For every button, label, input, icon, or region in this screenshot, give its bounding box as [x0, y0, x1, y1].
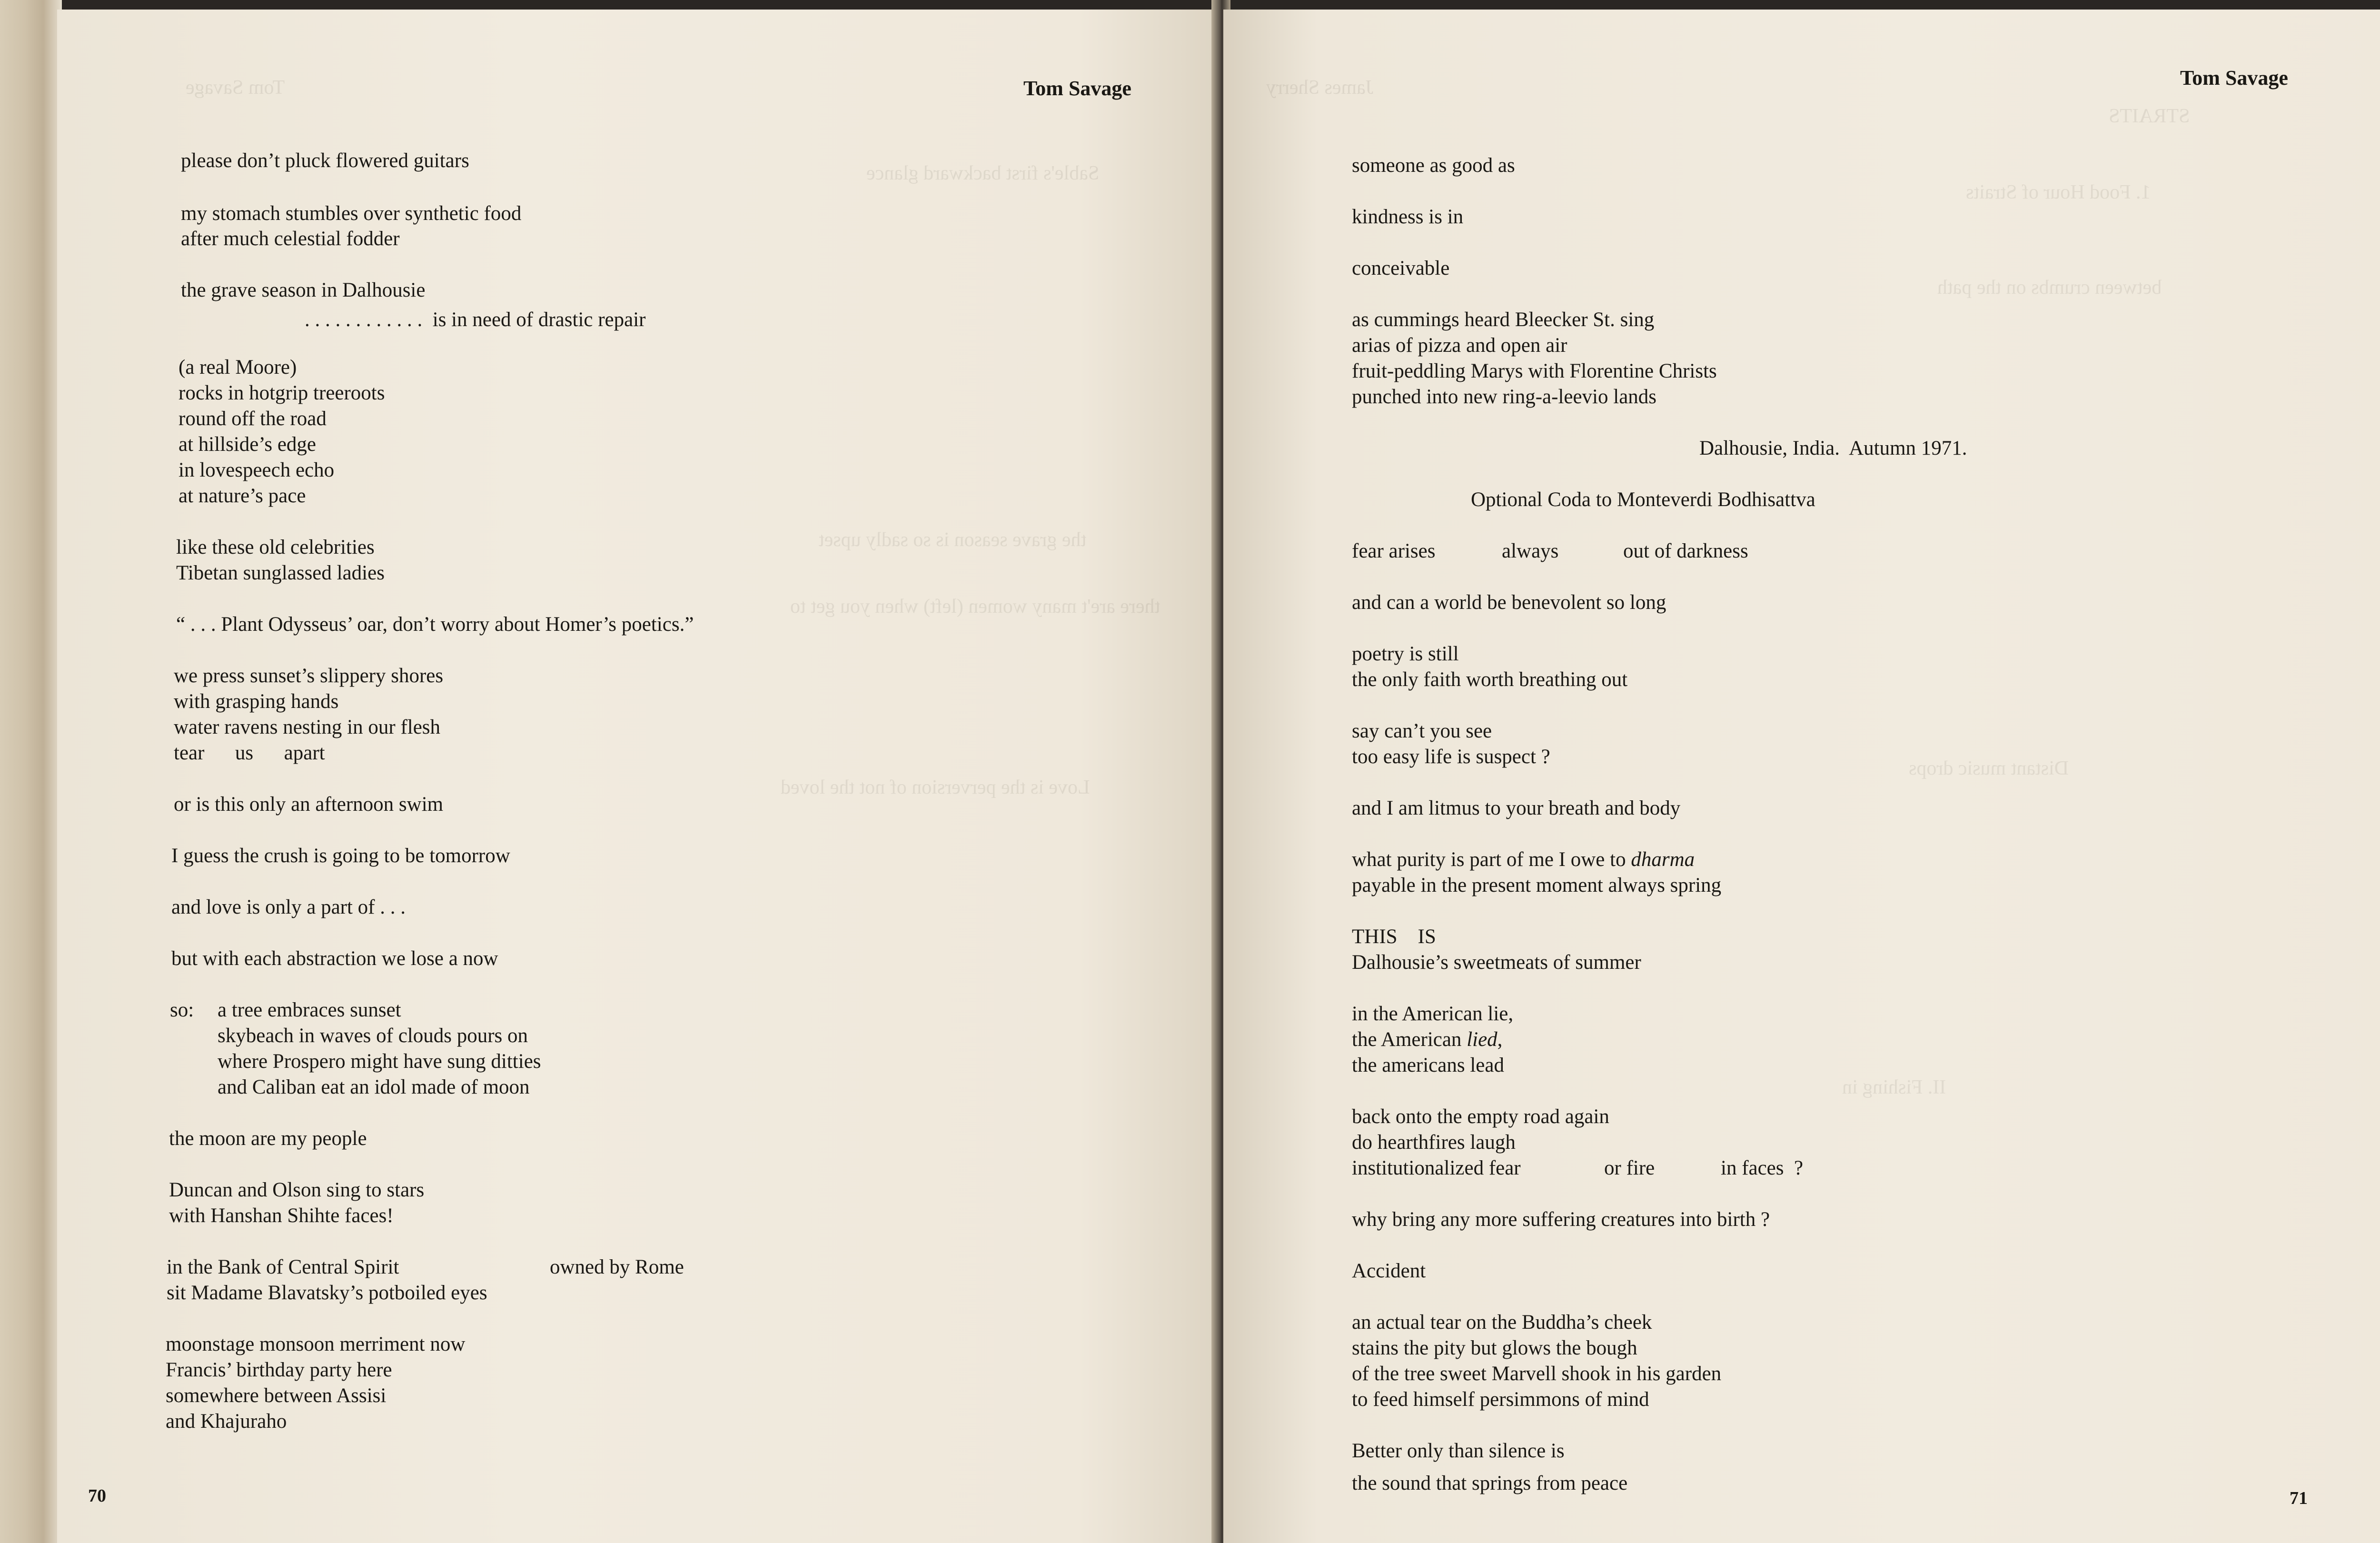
page-number: 71 [2290, 1488, 2308, 1508]
poem-line: in the American lie, [1352, 1003, 1514, 1025]
poem-line: owned by Rome [550, 1256, 684, 1278]
poem-line: like these old celebrities [176, 536, 375, 558]
italic-word: lied [1467, 1028, 1497, 1051]
poem-line: (a real Moore) [178, 356, 297, 378]
poem-line: water ravens nesting in our flesh [174, 716, 441, 738]
poem-line: Dalhousie’s sweetmeats of summer [1352, 951, 1641, 974]
section-title: Optional Coda to Monteverdi Bodhisattva [1471, 488, 1815, 511]
poem-line: the americans lead [1352, 1054, 1504, 1076]
poem-line: back onto the empty road again [1352, 1105, 1609, 1128]
poem-line: say can’t you see [1352, 720, 1492, 742]
poem-line: fruit-peddling Marys with Florentine Christs [1352, 360, 1717, 382]
poem-line-text: the American [1352, 1028, 1467, 1051]
poem-line: to feed himself persimmons of mind [1352, 1388, 1649, 1411]
left-page: Tom Savage Sable's first backward glance the grave season is so sadly upset there are't many women (left) when you get to Love is the perversion of not the loved Tom Savage please don’t pluck flowered guitars my stomach stumbles over synthetic food after much celestial fodder the grave season in Dalhousie . . . . . . . . . . . . is in need of drastic repair (a real Moore) rocks in hotgrip treeroots round off the road at hillside’s edge in lovespeech echo at nature’s pace like these old celebrities Tibetan sunglassed ladies “ . . . Plant Odysseus’ oar, don’t worry about Homer’s poetics.” we press sunset’s slippery shores with grasping hands water ravens nesting in our flesh tear us apart or is this only an afternoon swim I guess the crush is going to be tomorrow and love is only a part of . . . but with each abstraction we lose a now so: a tree embraces sunset skybeach in waves of clouds pours on where Prospero might have sung ditties and Caliban eat an idol made of moon the moon are my people Duncan and Olson sing to stars with Hanshan Shihte faces! in the Bank of Central Spirit owned by Rome sit Madame Blavatsky’s potboiled eyes moonstage monsoon merriment now Francis’ birthday party here somewhere between Assisi and Khajuraho 70 [57, 10, 1219, 1543]
poem-line: poetry is still [1352, 643, 1459, 665]
poem-line: as cummings heard Bleecker St. sing [1352, 309, 1655, 331]
poem-line: and love is only a part of . . . [171, 896, 406, 918]
poem-line: payable in the present moment always spring [1352, 874, 1722, 896]
poem-line: stains the pity but glows the bough [1352, 1337, 1637, 1359]
poem-line: the grave season in Dalhousie [181, 279, 426, 301]
poem-line-punct: , [1497, 1028, 1503, 1051]
poem-line: please don’t pluck flowered guitars [181, 149, 469, 172]
poem-line: and can a world be benevolent so long [1352, 591, 1666, 614]
poem-line: and Caliban eat an idol made of moon [218, 1076, 530, 1098]
poem-line: the sound that springs from peace [1352, 1472, 1628, 1494]
poem-line: institutionalized fear [1352, 1157, 1521, 1179]
poem-line: Duncan and Olson sing to stars [169, 1179, 425, 1201]
poem-line: but with each abstraction we lose a now [171, 947, 498, 970]
poem-line: Tibetan sunglassed ladies [176, 562, 385, 584]
poem-line: with Hanshan Shihte faces! [169, 1205, 394, 1227]
poem-line: round off the road [178, 408, 327, 430]
poem-line: somewhere between Assisi [166, 1384, 387, 1407]
poem-line: we press sunset’s slippery shores [174, 665, 444, 687]
poem-line: too easy life is suspect ? [1352, 746, 1550, 768]
poem-line: punched into new ring-a-leevio lands [1352, 386, 1657, 408]
poem-line: an actual tear on the Buddha’s cheek [1352, 1311, 1652, 1334]
poem-line: kindness is in [1352, 206, 1464, 228]
poem-line: Better only than silence is [1352, 1440, 1565, 1462]
poem-line: . . . . . . . . . . . . is in need of drastic repair [305, 309, 646, 331]
poem-line: out of darkness [1623, 540, 1748, 562]
dateline: Dalhousie, India. Autumn 1971. [1699, 437, 1967, 459]
poem-line: and I am litmus to your breath and body [1352, 797, 1681, 819]
book-edge [0, 0, 62, 1543]
poem-line: tear us apart [174, 742, 325, 764]
poem-line: at nature’s pace [178, 485, 306, 507]
poem-line: where Prospero might have sung ditties [218, 1050, 541, 1073]
poem-line: in faces ? [1721, 1157, 1804, 1179]
poem-line: at hillside’s edge [178, 433, 316, 456]
poem-line: the only faith worth breathing out [1352, 668, 1628, 691]
poem-line: skybeach in waves of clouds pours on [218, 1025, 528, 1047]
poem-line: or is this only an afternoon swim [174, 793, 444, 816]
poem-line: a tree embraces sunset [218, 999, 401, 1021]
poem-line: the moon are my people [169, 1127, 367, 1150]
poem-line: rocks in hotgrip treeroots [178, 382, 385, 404]
poem-line: my stomach stumbles over synthetic food [181, 202, 522, 225]
poem-line: so: [170, 999, 194, 1021]
poem-line: do hearthfires laugh [1352, 1131, 1516, 1154]
running-header: Tom Savage [1023, 77, 1131, 100]
poem-quote: “ . . . Plant Odysseus’ oar, don’t worry about Homer’s poetics.” [176, 613, 694, 636]
poem-line: arias of pizza and open air [1352, 334, 1567, 357]
poem-line: of the tree sweet Marvell shook in his garden [1352, 1363, 1722, 1385]
poem-line: why bring any more suffering creatures into birth ? [1352, 1208, 1770, 1231]
italic-word: dharma [1631, 848, 1695, 871]
poem-line: fear arises [1352, 540, 1436, 562]
poem-line: Accident [1352, 1260, 1426, 1282]
poem-line: in the Bank of Central Spirit [167, 1256, 399, 1278]
poem-line: I guess the crush is going to be tomorrow [171, 845, 510, 867]
poem-line-text: what purity is part of me I owe to [1352, 848, 1631, 871]
poem-line: after much celestial fodder [181, 228, 400, 250]
poem-line: conceivable [1352, 257, 1450, 279]
poem-line: always [1502, 540, 1559, 562]
poem-line: Francis’ birthday party here [166, 1359, 392, 1381]
poem-line: and Khajuraho [166, 1410, 287, 1433]
poem-line [1352, 1029, 1502, 1050]
page-number: 70 [88, 1486, 106, 1506]
poem-line: or fire [1604, 1157, 1655, 1179]
poem-line: in lovespeech echo [178, 459, 335, 481]
poem-line: someone as good as [1352, 154, 1515, 177]
running-header: Tom Savage [2180, 66, 2288, 90]
poem-line [1352, 849, 1695, 870]
poem-line: THIS IS [1352, 926, 1436, 948]
poem-line: moonstage monsoon merriment now [166, 1333, 466, 1355]
right-page: James Sherry STRAITS 1. Food Hour of Straits between crumbs on the path Distant music drops II. Fishing in Tom Savage someone as good as kindness is in conceivable as cummings heard Bleecker St. sing arias of pizza and open air fruit-peddling Marys with Florentine Christs punched into new ring-a-leevio lands Dalhousie, India. Autumn 1971. Optional Coda to Monteverdi Bodhisattva fear arises always out of darkness and can a world be benevolent so long poetry is still the only faith worth breathing out say can’t you see too easy life is suspect ? and I am litmus to your breath and body what purity is part of me I owe to dharma payable in the present moment always spring THIS IS Dalhousie’s sweetmeats of summer in the American lie, the American lied, the americans lead back onto the empty road again do hearthfires laugh institutionalized fear or fire in faces ? why bring any more suffering creatures into birth ? Accident an actual tear on the Buddha’s cheek stains the pity but glows the bough of the tree sweet Marvell shook in his garden to feed himself persimmons of mind Better only than silence is the sound that springs from peace 71 [1223, 10, 2380, 1543]
poem-line: with grasping hands [174, 690, 339, 713]
poem-line: sit Madame Blavatsky’s potboiled eyes [167, 1282, 487, 1304]
